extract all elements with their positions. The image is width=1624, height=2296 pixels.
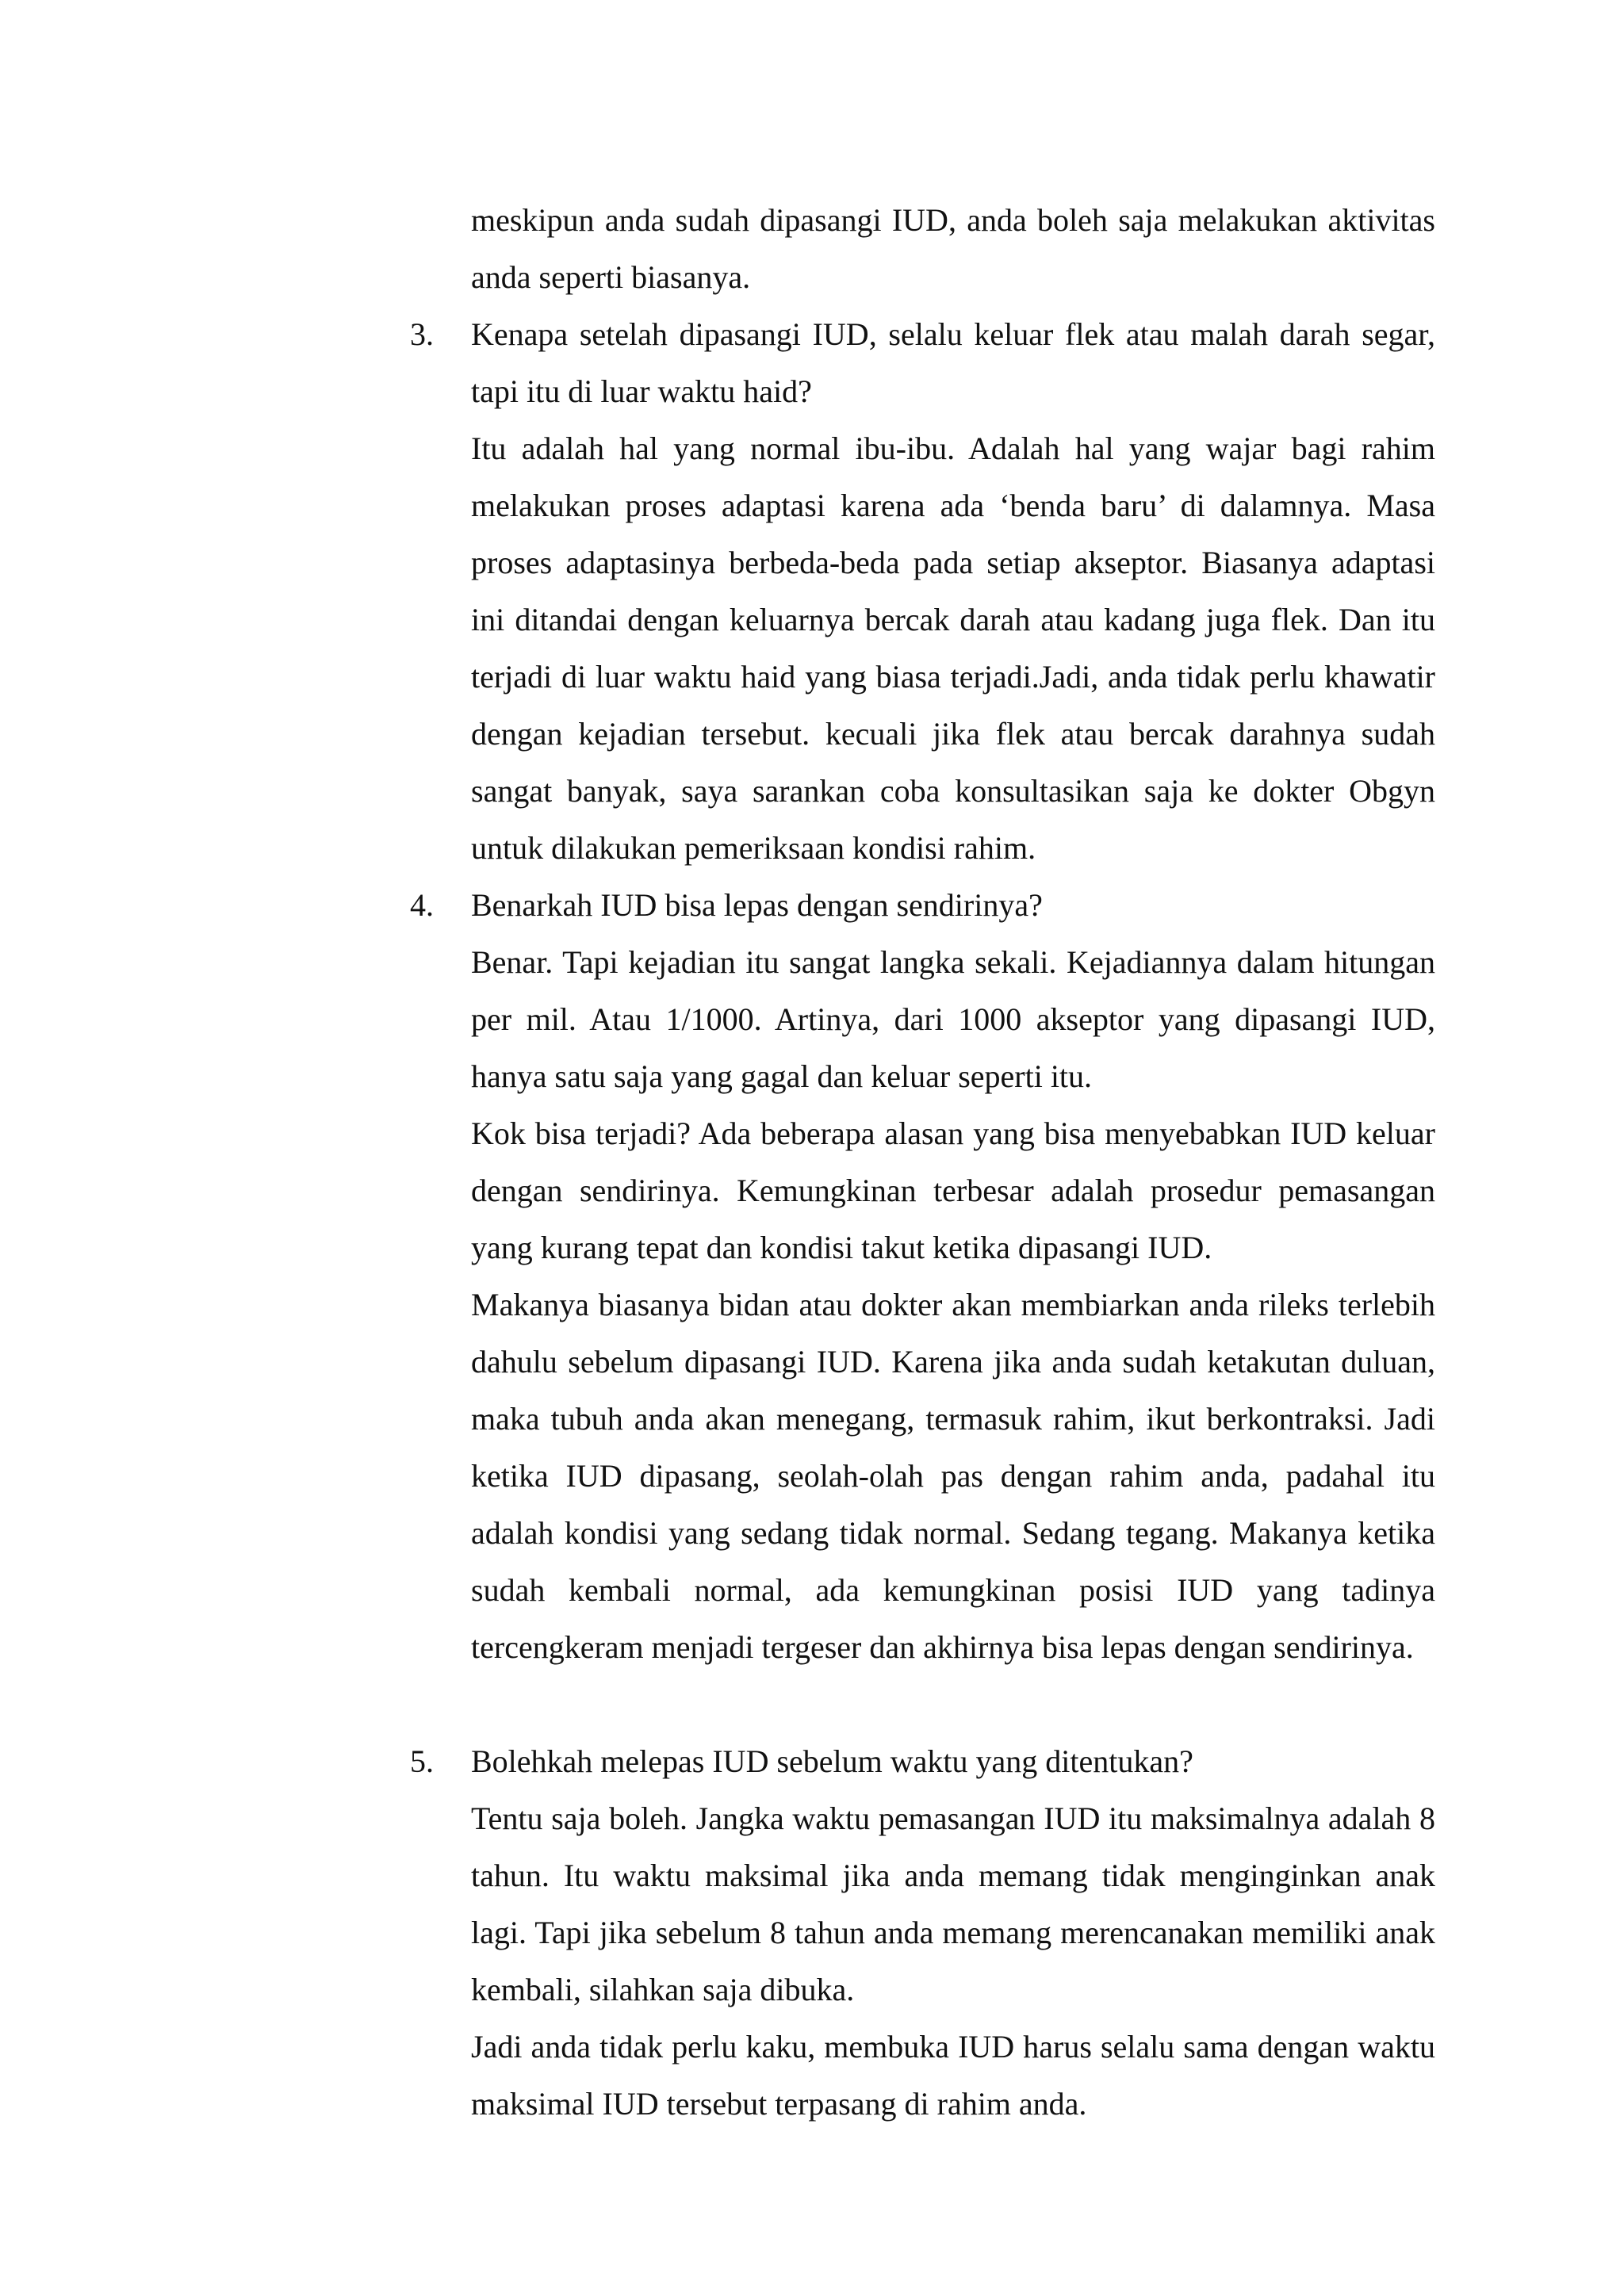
answer-3-paragraph-1: Itu adalah hal yang normal ibu-ibu. Adalah hal yang wajar bagi rahim melakukan proses adaptasi karena ada ‘benda baru’ di dalamnya. Masa proses adaptasinya berbeda-beda pada setiap akseptor. Biasanya adaptasi ini ditandai dengan keluarnya bercak darah atau kadang juga flek. Dan itu terjadi di luar waktu haid yang biasa terjadi.Jadi, anda tidak perlu khawatir dengan kejadian tersebut. kecuali jika flek atau bercak darahnya sudah sangat banyak, saya sarankan coba konsultasikan saja ke dokter Obgyn untuk dilakukan pemeriksaan kondisi rahim. [471, 430, 1435, 866]
answer-4-paragraph-3: Makanya biasanya bidan atau dokter akan membiarkan anda rileks terlebih dahulu sebelum dipasangi IUD. Karena jika anda sudah ketakutan duluan, maka tubuh anda akan menegang, termasuk rahim, ikut berkontraksi. Jadi ketika IUD dipasang, seolah-olah pas dengan rahim anda, padahal itu adalah kondisi yang sedang tidak normal. Sedang tegang. Makanya ketika sudah kembali normal, ada kemungkinan posisi IUD yang tadinya tercengkeram menjadi tergeser dan akhirnya bisa lepas dengan sendirinya. [471, 1287, 1435, 1665]
question-4: Benarkah IUD bisa lepas dengan sendirinya? [471, 887, 1043, 923]
question-3: Kenapa setelah dipasangi IUD, selalu keluar flek atau malah darah segar, tapi itu di luar waktu haid? [471, 316, 1435, 409]
answer-5-paragraph-1: Tentu saja boleh. Jangka waktu pemasangan IUD itu maksimalnya adalah 8 tahun. Itu waktu maksimal jika anda memang tidak menginginkan anak lagi. Tapi jika sebelum 8 tahun anda memang merencanakan memiliki anak kembali, silahkan saja dibuka. [471, 1800, 1435, 2007]
answer-5-paragraph-2: Jadi anda tidak perlu kaku, membuka IUD harus selalu sama dengan waktu maksimal IUD tersebut terpasang di rahim anda. [471, 2029, 1435, 2122]
answer-4-paragraph-1: Benar. Tapi kejadian itu sangat langka sekali. Kejadiannya dalam hitungan per mil. Atau 1/1000. Artinya, dari 1000 akseptor yang dipasangi IUD, hanya satu saja yang gagal dan keluar seperti itu. [471, 944, 1435, 1094]
item-number-4: 4. [410, 887, 434, 923]
item-number-3: 3. [410, 316, 434, 352]
answer-4-paragraph-2: Kok bisa terjadi? Ada beberapa alasan yang bisa menyebabkan IUD keluar dengan sendirinya. Kemungkinan terbesar adalah prosedur pemasangan yang kurang tepat dan kondisi takut ketika dipasangi IUD. [471, 1115, 1435, 1265]
question-5: Bolehkah melepas IUD sebelum waktu yang ditentukan? [471, 1743, 1193, 1779]
paragraph-continuation: meskipun anda sudah dipasangi IUD, anda boleh saja melakukan aktivitas anda seperti biasanya. [471, 202, 1435, 295]
item-number-5: 5. [410, 1743, 434, 1779]
